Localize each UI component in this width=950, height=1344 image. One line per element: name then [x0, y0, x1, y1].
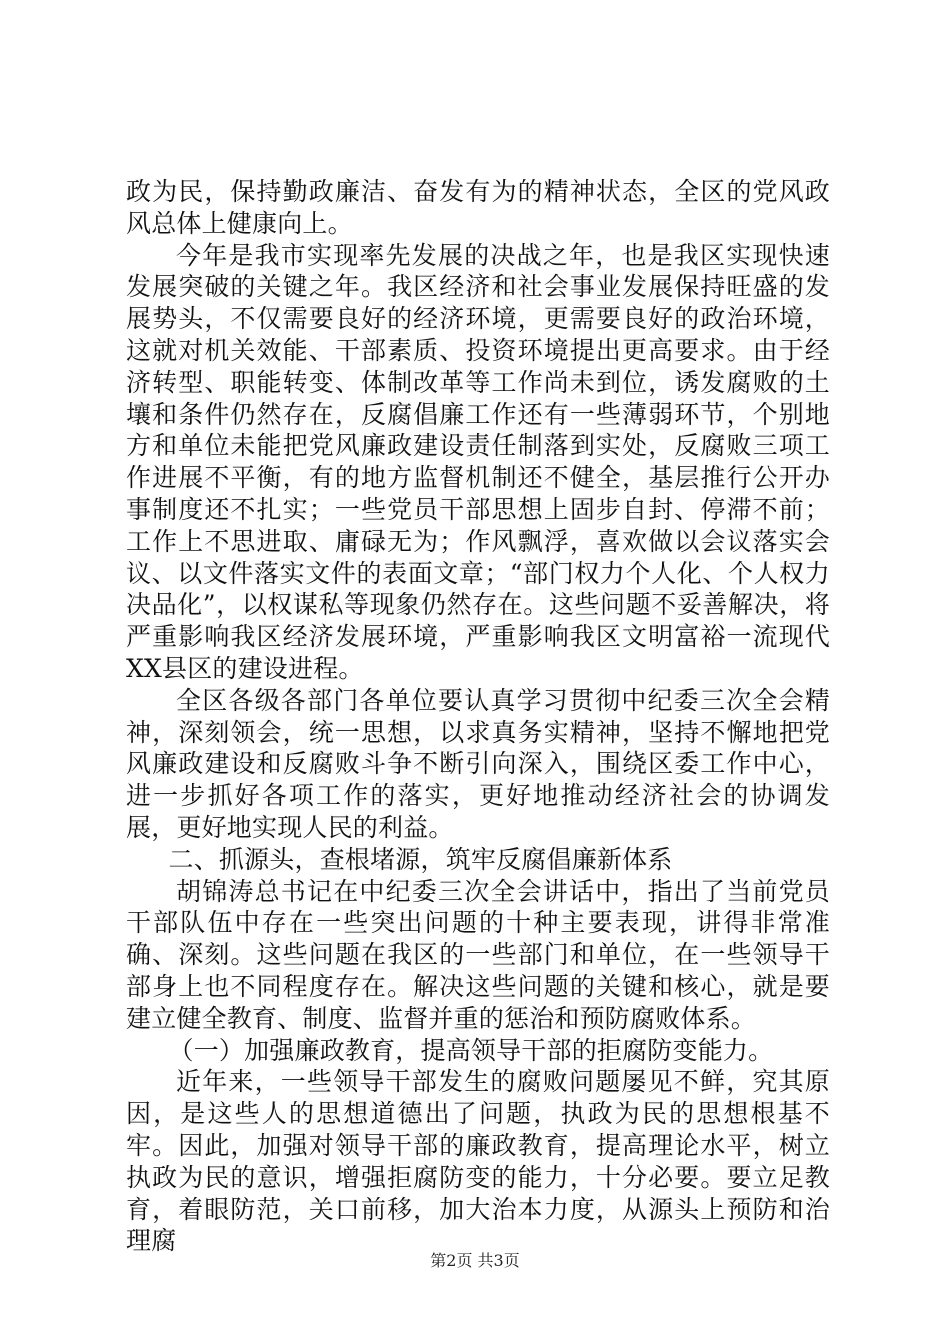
paragraph-continuation: 政为民，保持勤政廉洁、奋发有为的精神状态，全区的党风政风总体上健康向上。: [126, 177, 830, 238]
paragraph-speech-issues: 胡锦涛总书记在中纪委三次全会讲话中，指出了当前党员干部队伍中存在一些突出问题的十种主要表现，讲得非常准确、深刻。这些问题在我区的一些部门和单位，在一些领导干部身上也不同程度存在。解决这些问题的关键和核心，就是要建立健全教育、制度、监督并重的惩治和预防腐败体系。: [126, 876, 830, 1033]
document-body: [126, 176, 830, 1257]
paragraph-study-spirit: 全区各级各部门各单位要认真学习贯彻中纪委三次全会精神，深刻领会，统一思想，以求真务实精神，坚持不懈地把党风廉政建设和反腐败斗争不断引向深入，围绕区委工作中心，进一步抓好各项工作的落实，更好地推动经济社会的协调发展，更好地实现人民的利益。: [126, 685, 830, 842]
paragraph-development-context: 今年是我市实现率先发展的决战之年，也是我区实现快速发展突破的关键之年。我区经济和社会事业发展保持旺盛的发展势头，不仅需要良好的经济环境，更需要良好的政治环境，这就对机关效能、干部素质、投资环境提出更高要求。由于经济转型、职能转变、体制改革等工作尚未到位，诱发腐败的土壤和条件仍然存在，反腐倡廉工作还有一些薄弱环节，个别地方和单位未能把党风廉政建设责任制落到实处，反腐败三项工作进展不平衡，有的地方监督机制还不健全，基层推行公开办事制度还不扎实；一些党员干部思想上固步自封、停滞不前；工作上不思进取、庸碌无为；作风飘浮，喜欢做以会议落实会议、以文件落实文件的表面文章；“部门权力个人化、个人权力决品化”，以权谋私等现象仍然存在。这些问题不妥善解决，将严重影响我区经济发展环境，严重影响我区文明富裕一流现代XX县区的建设进程。: [126, 240, 830, 683]
page-footer: 第2页 共3页: [430, 1251, 520, 1270]
section-heading-two: 二、抓源头，查根堵源，筑牢反腐倡廉新体系: [168, 844, 673, 874]
subsection-heading-one: （一）加强廉政教育，提高领导干部的拒腐防变能力。: [168, 1035, 774, 1065]
paragraph-education: 近年来，一些领导干部发生的腐败问题屡见不鲜，究其原因，是这些人的思想道德出了问题，执政为民的思想根基不牢。因此，加强对领导干部的廉政教育，提高理论水平，树立执政为民的意识，增强拒腐防变的能力，十分必要。要立足教育，着眼防范，关口前移，加大治本力度，从源头上预防和治理腐: [126, 1067, 830, 1256]
